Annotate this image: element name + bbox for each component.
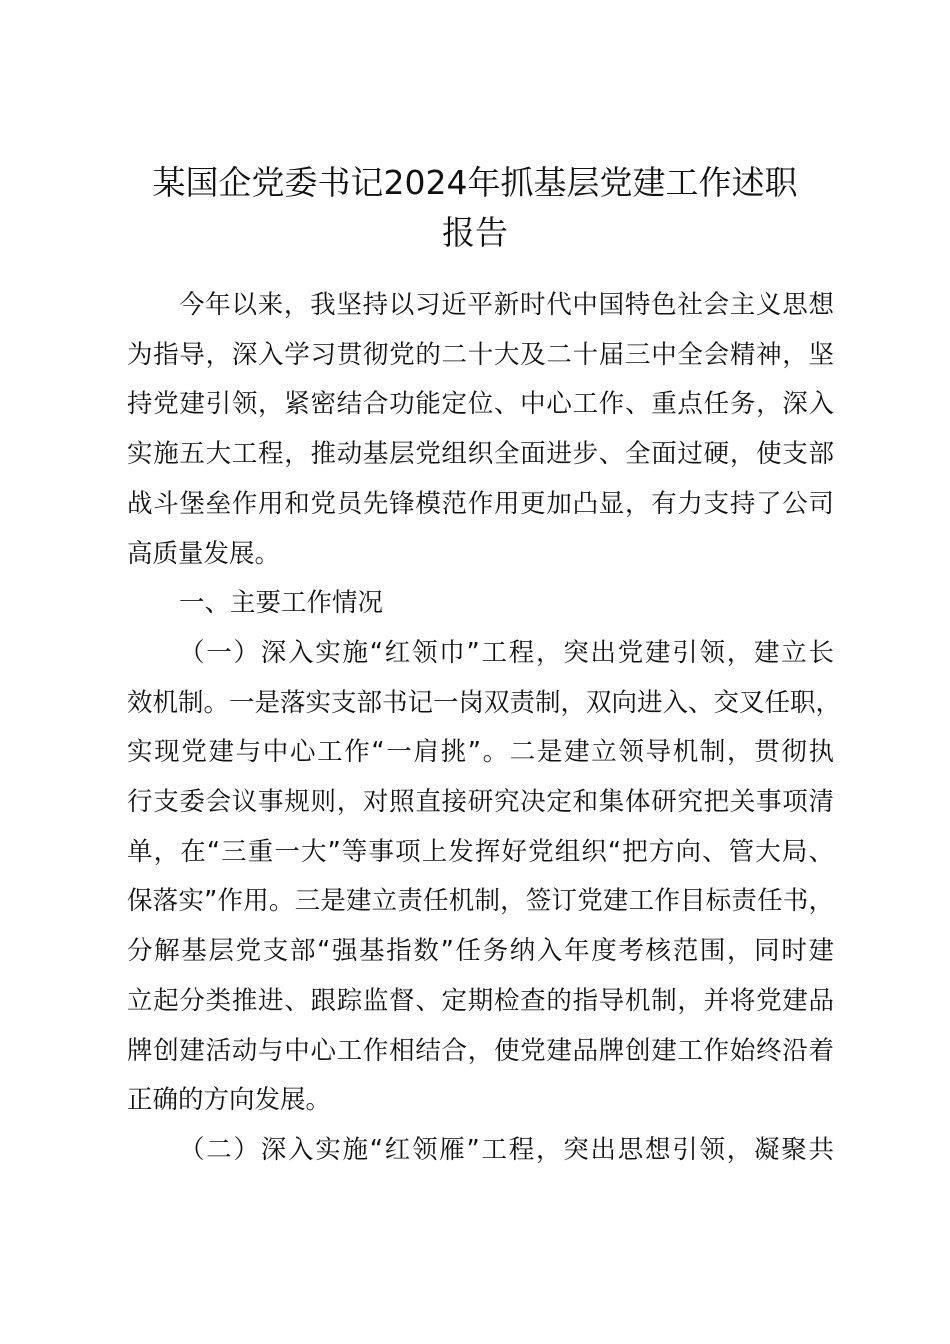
body-text-line: 一、主要工作情况 (179, 588, 384, 619)
body-text-line: 高质量发展。 (127, 538, 281, 569)
body-text-line: （一）深入实施“红领巾”工程，突出党建引领，建立长 (179, 637, 834, 668)
body-text-line: 持党建引领，紧密结合功能定位、中心工作、重点任务，深入 (127, 389, 834, 420)
body-text-line: 正确的方向发展。 (127, 1085, 332, 1116)
body-text-line: 牌创建活动与中心工作相结合，使党建品牌创建工作始终沿着 (127, 1035, 834, 1066)
body-text-line: 实现党建与中心工作“一肩挑”。二是建立领导机制，贯彻执 (127, 737, 834, 768)
body-text-line: 行支委会议事规则，对照直接研究决定和集体研究把关事项清 (127, 787, 834, 818)
body-text-line: 战斗堡垒作用和党员先锋模范作用更加凸显，有力支持了公司 (127, 488, 834, 519)
title-line-2: 报告 (442, 213, 508, 252)
body-text-line: 立起分类推进、跟踪监督、定期检查的指导机制，并将党建品 (127, 985, 834, 1016)
body-text-line: 实施五大工程，推动基层党组织全面进步、全面过硬，使支部 (127, 439, 834, 470)
body-text-line: 效机制。一是落实支部书记一岗双责制，双向进入、交叉任职， (127, 687, 842, 718)
body-text-line: 保落实”作用。三是建立责任机制，签订党建工作目标责任书， (127, 886, 834, 917)
body-text-line: （二）深入实施“红领雁”工程，突出思想引领，凝聚共 (179, 1134, 834, 1165)
body-text-line: 单，在“三重一大”等事项上发挥好党组织“把方向、管大局、 (127, 836, 834, 867)
document-body (127, 281, 842, 1176)
document-title (120, 158, 830, 258)
body-text-line: 为指导，深入学习贯彻党的二十大及二十届三中全会精神，坚 (127, 339, 834, 370)
title-line-1: 某国企党委书记2024年抓基层党建工作述职 (152, 163, 798, 202)
body-text-line: 今年以来，我坚持以习近平新时代中国特色社会主义思想 (179, 290, 834, 320)
body-text-line: 分解基层党支部“强基指数”任务纳入年度考核范围，同时建 (127, 936, 834, 967)
